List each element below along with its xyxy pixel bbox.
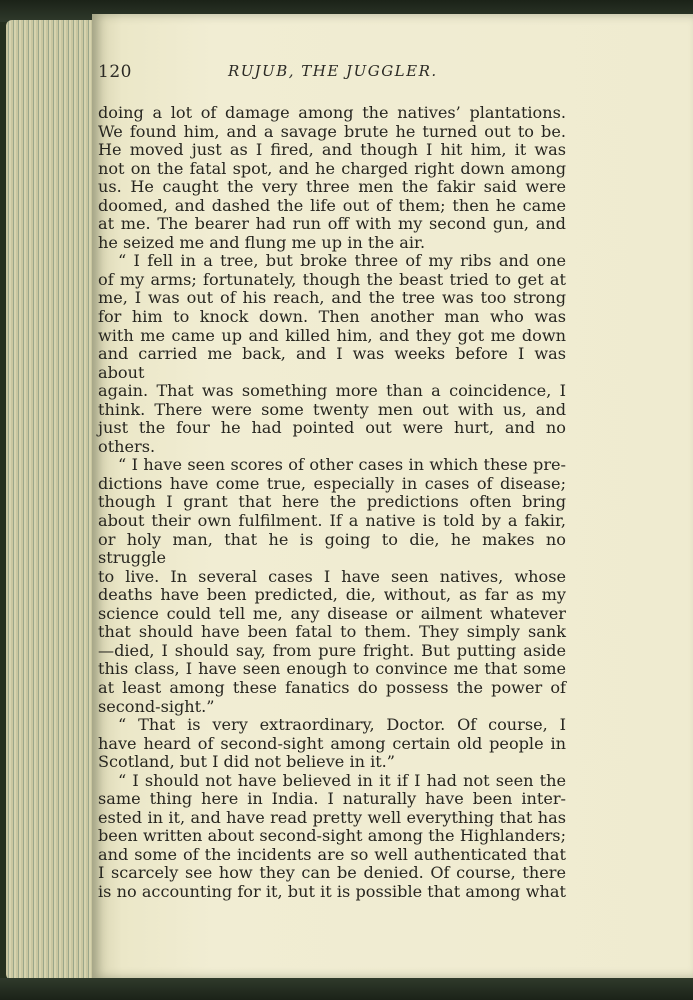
- text-line: doomed, and dashed the life out of them; then he came: [98, 195, 566, 215]
- text-line: for him to knock down. Then another man who was: [98, 307, 566, 327]
- text-line: this class, I have seen enough to convince me that some: [98, 659, 566, 679]
- text-line: that should have been fatal to them. They simply sank: [98, 622, 566, 642]
- text-line: been written about second-sight among the Highlanders;: [98, 826, 566, 846]
- text-line: —died, I should say, from pure fright. But putting aside: [98, 640, 566, 660]
- text-line: “ I fell in a tree, but broke three of my ribs and one: [118, 251, 566, 271]
- text-line: “ That is very extraordinary, Doctor. Of course, I: [118, 715, 566, 735]
- text-line: is no accounting for it, but it is possible that among what: [98, 881, 566, 901]
- text-line: just the four he had pointed out were hurt, and no: [98, 418, 566, 438]
- book-cover-bottom: [0, 978, 693, 1000]
- text-line: me, I was out of his reach, and the tree was too strong: [98, 288, 566, 308]
- text-line: he seized me and flung me up in the air.: [98, 232, 426, 252]
- text-line: have heard of second-sight among certain old people in: [98, 733, 566, 753]
- text-line: same thing here in India. I naturally have been inter-: [98, 789, 566, 809]
- text-line: not on the fatal spot, and he charged right down among: [98, 158, 566, 178]
- text-line: Scotland, but I did not believe in it.”: [98, 752, 396, 772]
- text-line: though I grant that here the predictions often bring: [98, 492, 566, 512]
- text-line: think. There were some twenty men out with us, and: [98, 399, 566, 419]
- text-line: dictions have come true, especially in cases of disease;: [98, 473, 566, 493]
- text-line: ested in it, and have read pretty well everything that has: [98, 807, 566, 827]
- text-line: of my arms; fortunately, though the beast tried to get at: [98, 269, 566, 289]
- text-line: at me. The bearer had run off with my second gun, and: [98, 214, 566, 234]
- page-header: [98, 62, 568, 86]
- page-edges: [6, 20, 96, 980]
- text-line: I scarcely see how they can be denied. Of course, there: [98, 863, 566, 883]
- text-line: and some of the incidents are so well authenticated that: [98, 844, 566, 864]
- text-line: with me came up and killed him, and they got me down: [98, 325, 566, 345]
- text-line: doing a lot of damage among the natives’ plantations.: [98, 103, 566, 122]
- text-line: again. That was something more than a coincidence, I: [98, 381, 566, 401]
- text-line: about their own fulfilment. If a native is told by a fakir,: [98, 511, 566, 531]
- text-line: at least among these fanatics do possess the power of: [98, 677, 566, 697]
- page-number: 120: [98, 62, 132, 82]
- text-line: “ I have seen scores of other cases in which these pre-: [118, 455, 566, 475]
- text-line: He moved just as I fired, and though I hit him, it was: [98, 140, 566, 160]
- text-line: science could tell me, any disease or ailment whatever: [98, 603, 566, 623]
- text-line: “ I should not have believed in it if I had not seen the: [118, 770, 566, 790]
- text-line: to live. In several cases I have seen natives, whose: [98, 566, 566, 586]
- running-title: RUJUB, THE JUGGLER.: [228, 62, 438, 80]
- text-line: or holy man, that he is going to die, he makes no struggle: [98, 529, 566, 568]
- text-line: others.: [98, 436, 156, 456]
- body-text: [98, 104, 566, 902]
- text-line: second-sight.”: [98, 696, 215, 716]
- text-line: us. He caught the very three men the fakir said were: [98, 177, 566, 197]
- text-line: and carried me back, and I was weeks before I was about: [98, 344, 566, 382]
- text-line: deaths have been predicted, die, without, as far as my: [98, 585, 566, 605]
- text-line: We found him, and a savage brute he turned out to be.: [98, 121, 566, 141]
